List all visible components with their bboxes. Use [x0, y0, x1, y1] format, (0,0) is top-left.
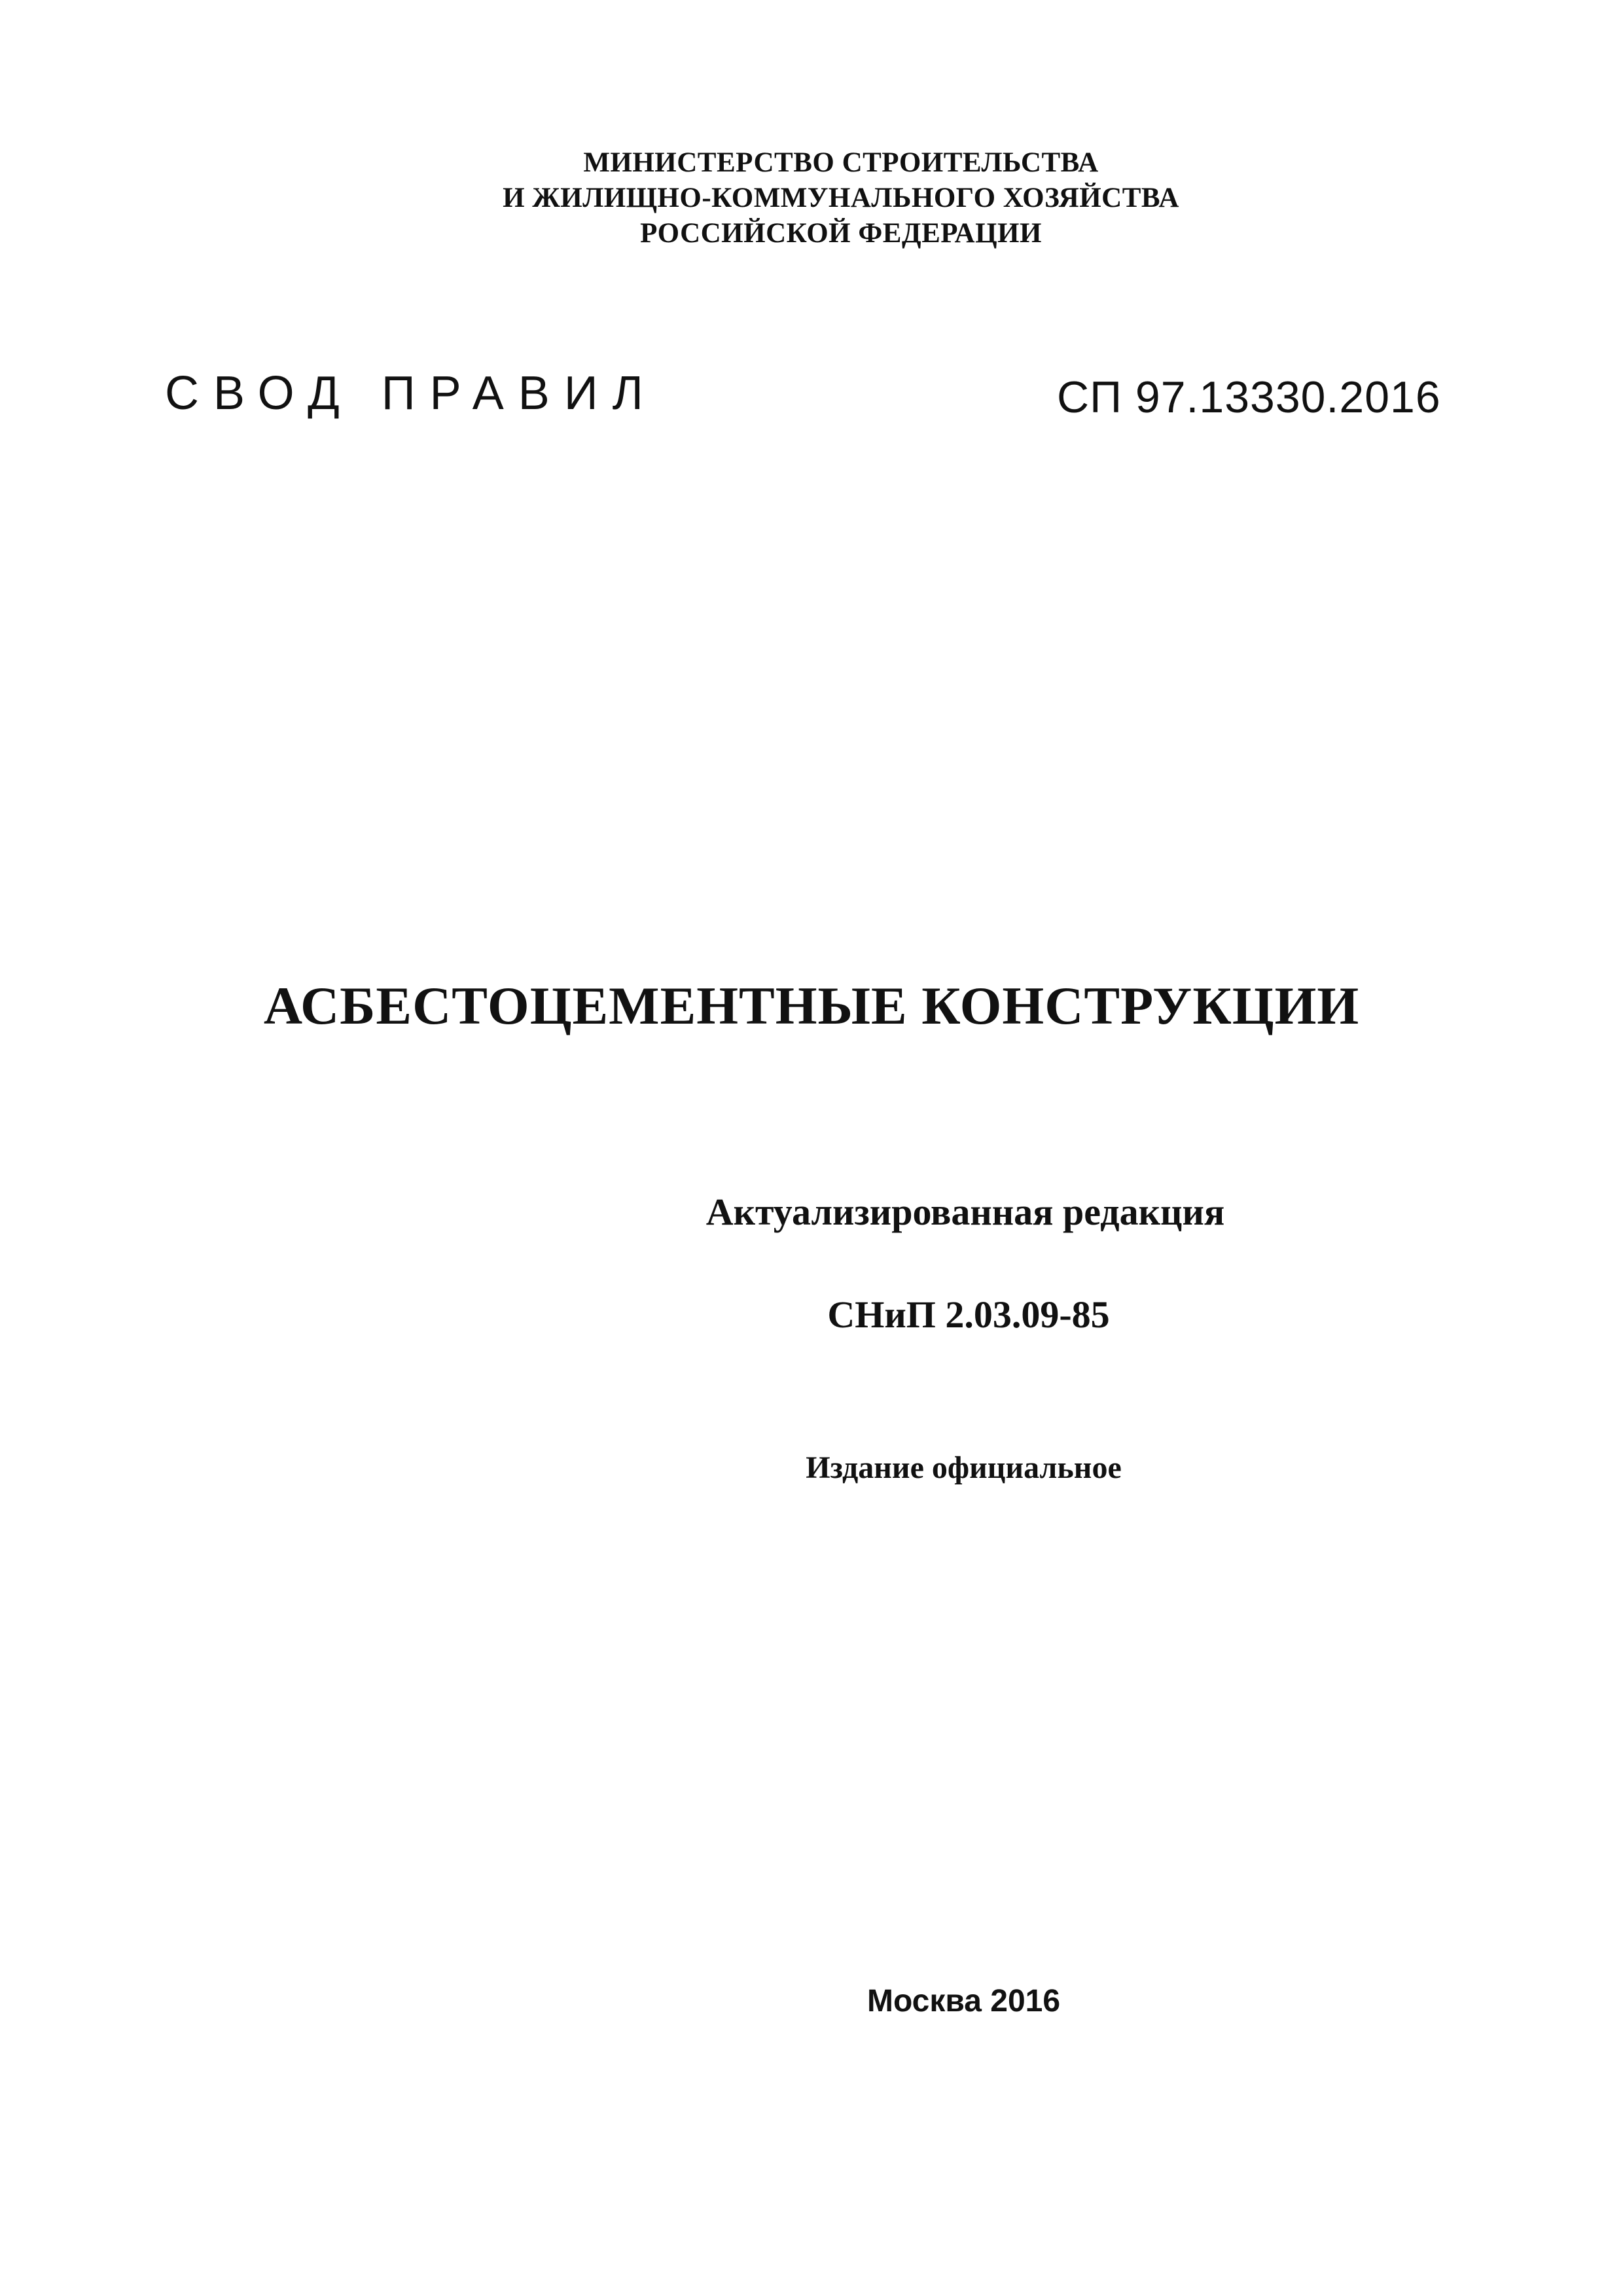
- replaced-standard-text: СНиП 2.03.09-85: [827, 1293, 1110, 1336]
- ministry-header: [0, 145, 1623, 251]
- imprint-city-year-text: Москва 2016: [866, 1984, 1061, 2018]
- publication-status-text: Издание официальное: [806, 1450, 1122, 1485]
- edition-note-text: Актуализированная редакция: [705, 1191, 1225, 1233]
- code-number: СП 97.13330.2016: [1057, 372, 1441, 422]
- ministry-line-1: МИНИСТЕРСТВО СТРОИТЕЛЬСТВА: [583, 147, 1099, 178]
- document-title: АСБЕСТОЦЕМЕНТНЫЕ КОНСТРУКЦИИ: [263, 976, 1360, 1035]
- publication-status: [0, 1450, 1623, 1486]
- imprint-city-year: [0, 1983, 1623, 2019]
- code-type-label: СВОД ПРАВИЛ: [165, 367, 658, 420]
- replaced-standard: [0, 1293, 1623, 1336]
- ministry-line-2: И ЖИЛИЩНО-КОММУНАЛЬНОГО ХОЗЯЙСТВА: [503, 183, 1179, 213]
- ministry-line-3: РОССИЙСКОЙ ФЕДЕРАЦИИ: [640, 218, 1042, 249]
- edition-note: [0, 1190, 1623, 1234]
